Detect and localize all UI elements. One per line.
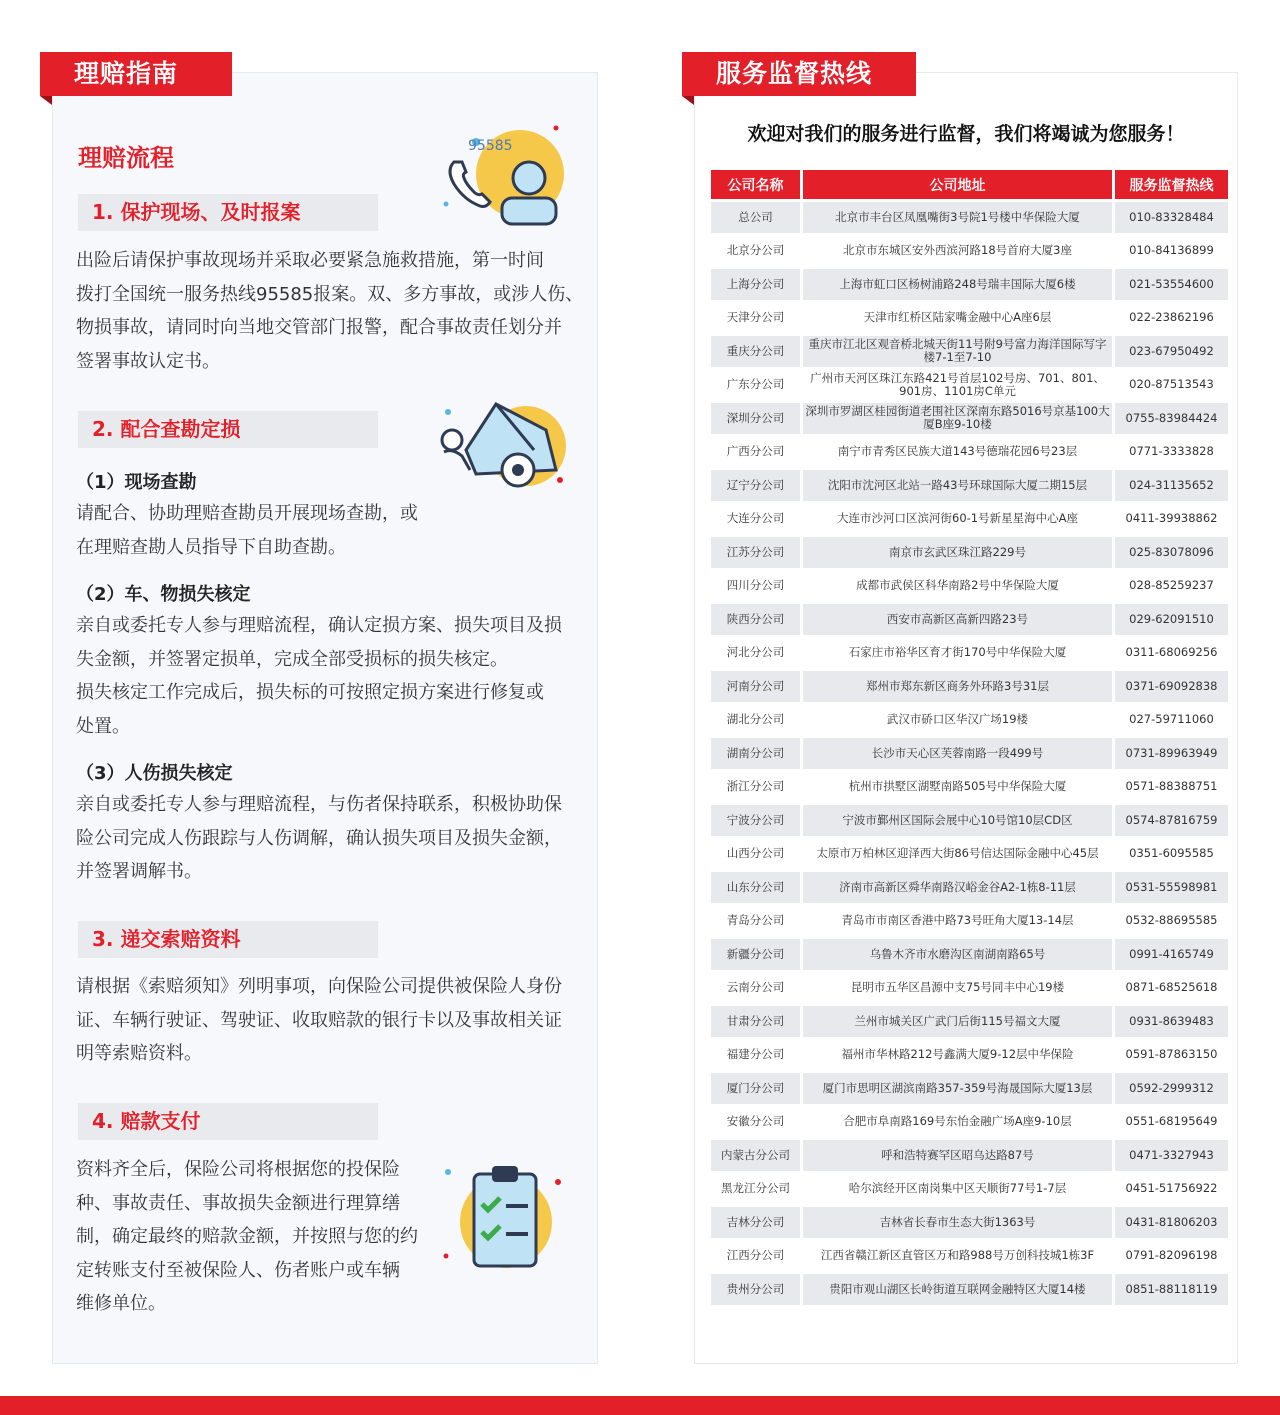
company-name: 北京分公司 (711, 236, 800, 267)
company-address: 深圳市罗湖区桂园街道老围社区深南东路5016号京基100大厦B座9-10楼 (803, 403, 1112, 434)
hotline-table (708, 167, 1231, 1308)
claims-guide-ribbon: 理赔指南 (40, 52, 232, 96)
hotline-number: 010-83328484 (1115, 202, 1228, 233)
company-address: 贵阳市观山湖区长岭街道互联网金融特区大厦14楼 (803, 1274, 1112, 1305)
hotline-number: 020-87513543 (1115, 370, 1228, 401)
company-name: 湖南分公司 (711, 738, 800, 769)
company-address: 青岛市市南区香港中路73号旺角大厦13-14层 (803, 906, 1112, 937)
table-row (711, 1274, 1228, 1305)
company-address: 兰州市城关区广武门后街115号福文大厦 (803, 1006, 1112, 1037)
step2-heading: 2. 配合查勘定损 (78, 411, 378, 448)
company-name: 重庆分公司 (711, 336, 800, 367)
step2-sub1-title: （1）现场查勘 (76, 472, 197, 493)
company-name: 浙江分公司 (711, 772, 800, 803)
company-address: 沈阳市沈河区北站一路43号环球国际大厦二期15层 (803, 470, 1112, 501)
company-address: 杭州市拱墅区湖墅南路505号中华保险大厦 (803, 772, 1112, 803)
header-hotline: 服务监督热线 (1115, 170, 1228, 199)
company-address: 福州市华林路212号鑫满大厦9-12层中华保险 (803, 1040, 1112, 1071)
company-address: 济南市高新区舜华南路汉峪金谷A2-1栋8-11层 (803, 872, 1112, 903)
step2-sub2-text: 亲自或委托专人参与理赔流程，确认定损方案、损失项目及损 失金额，并签署定损单，完成全部受损标的损失核定。 损失核定工作完成后，损失标的可按照定损方案进行修复或 处置。 (76, 615, 562, 737)
table-row (711, 1140, 1228, 1171)
hotline-number: 0531-55598981 (1115, 872, 1228, 903)
company-name: 总公司 (711, 202, 800, 233)
hotline-number: 0931-8639483 (1115, 1006, 1228, 1037)
company-name: 辽宁分公司 (711, 470, 800, 501)
hotline-number: 0532-88695585 (1115, 906, 1228, 937)
company-name: 广西分公司 (711, 437, 800, 468)
hotline-number: 028-85259237 (1115, 571, 1228, 602)
company-name: 湖北分公司 (711, 705, 800, 736)
hotline-number: 0551-68195649 (1115, 1107, 1228, 1138)
company-name: 深圳分公司 (711, 403, 800, 434)
company-address: 西安市高新区高新四路23号 (803, 604, 1112, 635)
hotline-number: 0431-81806203 (1115, 1207, 1228, 1238)
table-row (711, 805, 1228, 836)
company-name: 上海分公司 (711, 269, 800, 300)
company-address: 厦门市思明区湖滨南路357-359号海晟国际大厦13层 (803, 1073, 1112, 1104)
company-name: 厦门分公司 (711, 1073, 800, 1104)
table-row (711, 403, 1228, 434)
table-row (711, 1174, 1228, 1205)
company-name: 天津分公司 (711, 303, 800, 334)
step1-text: 出险后请保护事故现场并采取必要紧急施救措施，第一时间 拨打全国统一服务热线95585报案。双、多方事故，或涉人伤、 物损事故，请同时向当地交管部门报警，配合事故责任划分并 签署事故认定书。 (76, 250, 584, 372)
step3-text: 请根据《索赔须知》列明事项，向保险公司提供被保险人身份 证、车辆行驶证、驾驶证、收取赔款的银行卡以及事故相关证 明等索赔资料。 (76, 976, 562, 1064)
hotline-number: 022-23862196 (1115, 303, 1228, 334)
hotline-number: 023-67950492 (1115, 336, 1228, 367)
hotline-number: 0311-68069256 (1115, 638, 1228, 669)
hotline-number: 0351-6095585 (1115, 839, 1228, 870)
hotline-number: 0411-39938862 (1115, 504, 1228, 535)
hotline-number: 0592-2999312 (1115, 1073, 1228, 1104)
company-address: 江西省赣江新区直管区万和路988号万创科技城1栋3F (803, 1241, 1112, 1272)
company-address: 哈尔滨经开区南岗集中区天顺街77号1-7层 (803, 1174, 1112, 1205)
hotline-number: 010-84136899 (1115, 236, 1228, 267)
company-address: 昆明市五华区昌源中支75号同丰中心19楼 (803, 973, 1112, 1004)
table-row (711, 236, 1228, 267)
hotline-number: 0851-88118119 (1115, 1274, 1228, 1305)
hotline-number: 0574-87816759 (1115, 805, 1228, 836)
table-row (711, 537, 1228, 568)
table-row (711, 772, 1228, 803)
hotline-number: 025-83078096 (1115, 537, 1228, 568)
company-address: 北京市丰台区凤凰嘴街3号院1号楼中华保险大厦 (803, 202, 1112, 233)
table-row (711, 973, 1228, 1004)
welcome-text: 欢迎对我们的服务进行监督，我们将竭诚为您服务！ (747, 123, 1185, 145)
company-name: 云南分公司 (711, 973, 800, 1004)
company-address: 上海市虹口区杨树浦路248号瑞丰国际大厦6楼 (803, 269, 1112, 300)
company-address: 南京市玄武区珠江路229号 (803, 537, 1112, 568)
table-row (711, 1006, 1228, 1037)
hotline-number: 027-59711060 (1115, 705, 1228, 736)
process-title: 理赔流程 (78, 144, 174, 172)
company-address: 天津市红桥区陆家嘴金融中心A座6层 (803, 303, 1112, 334)
hotline-number: 0791-82096198 (1115, 1241, 1228, 1272)
company-name: 江西分公司 (711, 1241, 800, 1272)
step2-sub3-title: （3）人伤损失核定 (76, 763, 233, 784)
company-name: 新疆分公司 (711, 939, 800, 970)
table-row (711, 269, 1228, 300)
company-address: 石家庄市裕华区育才街170号中华保险大厦 (803, 638, 1112, 669)
hotline-ribbon: 服务监督热线 (682, 52, 916, 96)
table-row (711, 906, 1228, 937)
hotline-number: 0371-69092838 (1115, 671, 1228, 702)
company-address: 成都市武侯区科华南路2号中华保险大厦 (803, 571, 1112, 602)
header-address: 公司地址 (803, 170, 1112, 199)
hotline-number: 0571-88388751 (1115, 772, 1228, 803)
bottom-bar (0, 1396, 1280, 1415)
hotline-number: 0731-89963949 (1115, 738, 1228, 769)
company-name: 江苏分公司 (711, 537, 800, 568)
hotline-number: 029-62091510 (1115, 604, 1228, 635)
company-address: 呼和浩特赛罕区昭乌达路87号 (803, 1140, 1112, 1171)
hotline-number: 0755-83984424 (1115, 403, 1228, 434)
company-name: 黑龙江分公司 (711, 1174, 800, 1205)
company-name: 宁波分公司 (711, 805, 800, 836)
svg-text:95585: 95585 (468, 138, 513, 154)
company-name: 河北分公司 (711, 638, 800, 669)
company-address: 吉林省长春市生态大街1363号 (803, 1207, 1112, 1238)
hotline-number: 024-31135652 (1115, 470, 1228, 501)
company-name: 四川分公司 (711, 571, 800, 602)
company-name: 山东分公司 (711, 872, 800, 903)
company-address: 长沙市天心区芙蓉南路一段499号 (803, 738, 1112, 769)
table-row (711, 638, 1228, 669)
company-name: 山西分公司 (711, 839, 800, 870)
step3-heading: 3. 递交索赔资料 (78, 921, 378, 958)
table-row (711, 571, 1228, 602)
table-row (711, 1107, 1228, 1138)
table-row (711, 1040, 1228, 1071)
table-row (711, 705, 1228, 736)
table-row (711, 504, 1228, 535)
company-address: 郑州市郑东新区商务外环路3号31层 (803, 671, 1112, 702)
hotline-number: 0871-68525618 (1115, 973, 1228, 1004)
checklist-icon (440, 1160, 565, 1284)
step1-heading: 1. 保护现场、及时报案 (78, 194, 378, 231)
step2-sub2-title: （2）车、物损失核定 (76, 584, 251, 605)
company-name: 福建分公司 (711, 1040, 800, 1071)
company-address: 宁波市鄞州区国际会展中心10号馆10层CD区 (803, 805, 1112, 836)
company-address: 合肥市阜南路169号东怡金融广场A座9-10层 (803, 1107, 1112, 1138)
table-header-row (711, 170, 1228, 199)
company-address: 重庆市江北区观音桥北城天街11号附9号富力海洋国际写字楼7-1至7-10 (803, 336, 1112, 367)
table-row (711, 1207, 1228, 1238)
company-address: 太原市万柏林区迎泽西大街86号信达国际金融中心45层 (803, 839, 1112, 870)
hotline-number: 0471-3327943 (1115, 1140, 1228, 1171)
table-row (711, 872, 1228, 903)
company-name: 内蒙古分公司 (711, 1140, 800, 1171)
table-row (711, 1241, 1228, 1272)
company-address: 南宁市青秀区民族大道143号德瑞花园6号23层 (803, 437, 1112, 468)
table-row (711, 202, 1228, 233)
table-row (711, 1073, 1228, 1104)
table-row (711, 437, 1228, 468)
company-address: 北京市东城区安外西滨河路18号首府大厦3座 (803, 236, 1112, 267)
hotline-number: 0991-4165749 (1115, 939, 1228, 970)
hotline-number: 0591-87863150 (1115, 1040, 1228, 1071)
company-name: 广东分公司 (711, 370, 800, 401)
company-name: 贵州分公司 (711, 1274, 800, 1305)
table-row (711, 604, 1228, 635)
table-row (711, 671, 1228, 702)
table-row (711, 303, 1228, 334)
table-row (711, 470, 1228, 501)
table-row (711, 370, 1228, 401)
company-address: 广州市天河区珠江东路421号首层102号房、701、801、901房、1101房C单元 (803, 370, 1112, 401)
company-address: 乌鲁木齐市水磨沟区南湖南路65号 (803, 939, 1112, 970)
step2-sub3-text: 亲自或委托专人参与理赔流程，与伤者保持联系，积极协助保 险公司完成人伤跟踪与人伤调解，确认损失项目及损失金额， 并签署调解书。 (76, 794, 562, 882)
car-repair-icon (436, 390, 566, 504)
step2-sub1-text: 请配合、协助理赔查勘员开展现场查勘，或 在理赔查勘人员指导下自助查勘。 (76, 503, 418, 558)
company-name: 安徽分公司 (711, 1107, 800, 1138)
company-name: 陕西分公司 (711, 604, 800, 635)
hotline-number: 021-53554600 (1115, 269, 1228, 300)
company-address: 大连市沙河口区滨河街60-1号新星星海中心A座 (803, 504, 1112, 535)
hotline-number: 0451-51756922 (1115, 1174, 1228, 1205)
company-name: 甘肃分公司 (711, 1006, 800, 1037)
table-row (711, 738, 1228, 769)
company-name: 河南分公司 (711, 671, 800, 702)
header-company: 公司名称 (711, 170, 800, 199)
step4-text: 资料齐全后，保险公司将根据您的投保险 种、事故责任、事故损失金额进行理算缮 制，确定最终的赔款金额，并按照与您的约 定转账支付至被保险人、伤者账户或车辆 维修单位。 (76, 1159, 418, 1314)
step4-heading: 4. 赔款支付 (78, 1103, 378, 1140)
company-name: 大连分公司 (711, 504, 800, 535)
table-row (711, 939, 1228, 970)
company-name: 青岛分公司 (711, 906, 800, 937)
company-address: 武汉市硚口区华汉广场19楼 (803, 705, 1112, 736)
phone-support-icon (436, 114, 566, 238)
table-row (711, 839, 1228, 870)
hotline-number: 0771-3333828 (1115, 437, 1228, 468)
company-name: 吉林分公司 (711, 1207, 800, 1238)
table-row (711, 336, 1228, 367)
